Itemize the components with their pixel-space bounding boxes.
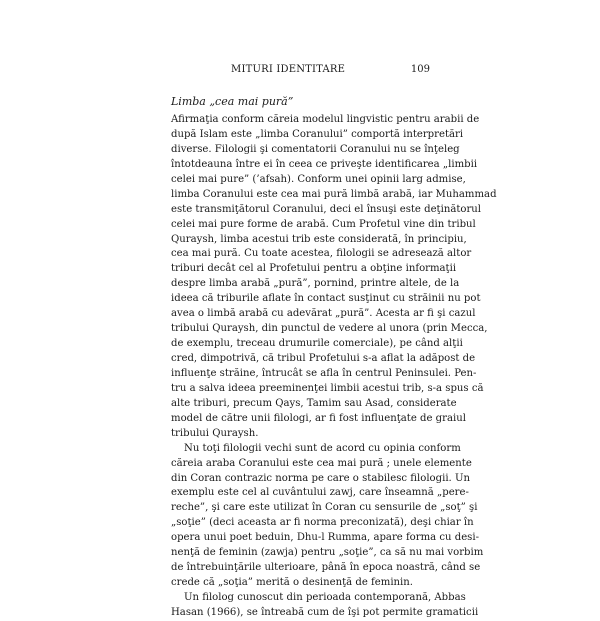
running-title: MITURI IDENTITARE (231, 64, 346, 75)
text-line: din Coran contrazic norma pe care o stabilesc filologii. Un (171, 472, 470, 484)
text-line: cred, dimpotrivă, că tribul Profetului s-a aflat la adăpost de (171, 353, 476, 364)
text-line: influenţe străine, întrucât se afla în centrul Peninsulei. Pen- (171, 367, 477, 379)
paragraph (171, 442, 484, 591)
text-line: alte triburi, precum Qays, Tamim sau Asad, considerate (171, 397, 457, 409)
text-line: limba Coranului este cea mai pură limbă arabă, iar Muhammad (171, 188, 497, 200)
text-line: celei mai pure” (’afsah). Conform unei opinii larg admise, (171, 173, 466, 185)
text-line: nenţă de feminin (zawja) pentru „soţie”, ca să nu mai vorbim (171, 547, 484, 559)
page-number: 109 (410, 64, 430, 75)
text-line: căreia araba Coranului este cea mai pură ; unele elemente (171, 457, 472, 469)
text-line: de exemplu, treceau drumurile comerciale), pe când alţii (171, 338, 463, 350)
text-line: crede că „soţia” merită o desinenţă de feminin. (171, 577, 413, 589)
text-line: reche”, şi care este utilizat în Coran cu sensurile de „soţ” şi (171, 502, 478, 514)
paragraph (171, 113, 497, 442)
text-line: opera unui poet beduin, Dhu-l Rumma, apare forma cu desi- (171, 532, 479, 544)
text-line: Quraysh, limba acestui trib este considerată, în principiu, (171, 233, 467, 245)
paragraph (171, 591, 479, 621)
text-line: tribului Quraysh, din punctul de vedere al unora (prin Mecca, (171, 323, 488, 335)
text-line: despre limba arabă „pură”, pornind, printre altele, de la (171, 278, 460, 290)
text-line: întotdeauna între ei în ceea ce priveşte identificarea „limbii (171, 158, 478, 170)
text-line: exemplu este cel al cuvântului zawj, care înseamnă „pere- (171, 487, 469, 499)
text-line: cea mai pură. Cu toate acestea, filologii se adresează altor (171, 248, 472, 260)
body-text (171, 113, 497, 621)
text-line: model de către unii filologi, ar fi fost influenţate de graiul (171, 412, 466, 424)
text-line: Nu toţi filologii vechi sunt de acord cu opinia conform (184, 442, 461, 454)
text-line: este transmiţătorul Coranului, deci el însuşi este deţinătorul (171, 203, 482, 215)
text-line: Un filolog cunoscut din perioada contemporană, Abbas (184, 592, 466, 603)
text-line: ideea că triburile aflate în contact susţinut cu străinii nu pot (171, 293, 481, 305)
text-line: după Islam este „limba Coranului” comportă interpretări (171, 128, 464, 140)
running-head (171, 64, 430, 78)
text-line: tru a salva ideea preeminenţei limbii acestui trib, s-a spus că (171, 382, 484, 394)
text-line: tribului Quraysh. (171, 427, 259, 439)
text-line: Hasan (1966), se întreabă cum de îşi pot permite gramaticii (171, 606, 479, 618)
text-line: celei mai pure forme de arabă. Cum Profetul vine din tribul (171, 218, 476, 230)
text-line: triburi decât cel al Profetului pentru a obţine informaţii (171, 263, 457, 275)
text-line: diverse. Filologii şi comentatorii Coranului nu se înţeleg (171, 143, 460, 155)
text-line: de întrebuinţările ulterioare, până în epoca noastră, când se (171, 562, 481, 574)
text-line: „soţie” (deci aceasta ar fi norma preconizată), deşi chiar în (171, 517, 474, 529)
section-title: Limba „cea mai pură” (171, 95, 294, 108)
text-line: avea o limbă arabă cu adevărat „pură”. Acesta ar fi şi cazul (171, 308, 476, 320)
text-line: Afirmaţia conform căreia modelul lingvistic pentru arabii de (171, 114, 480, 125)
